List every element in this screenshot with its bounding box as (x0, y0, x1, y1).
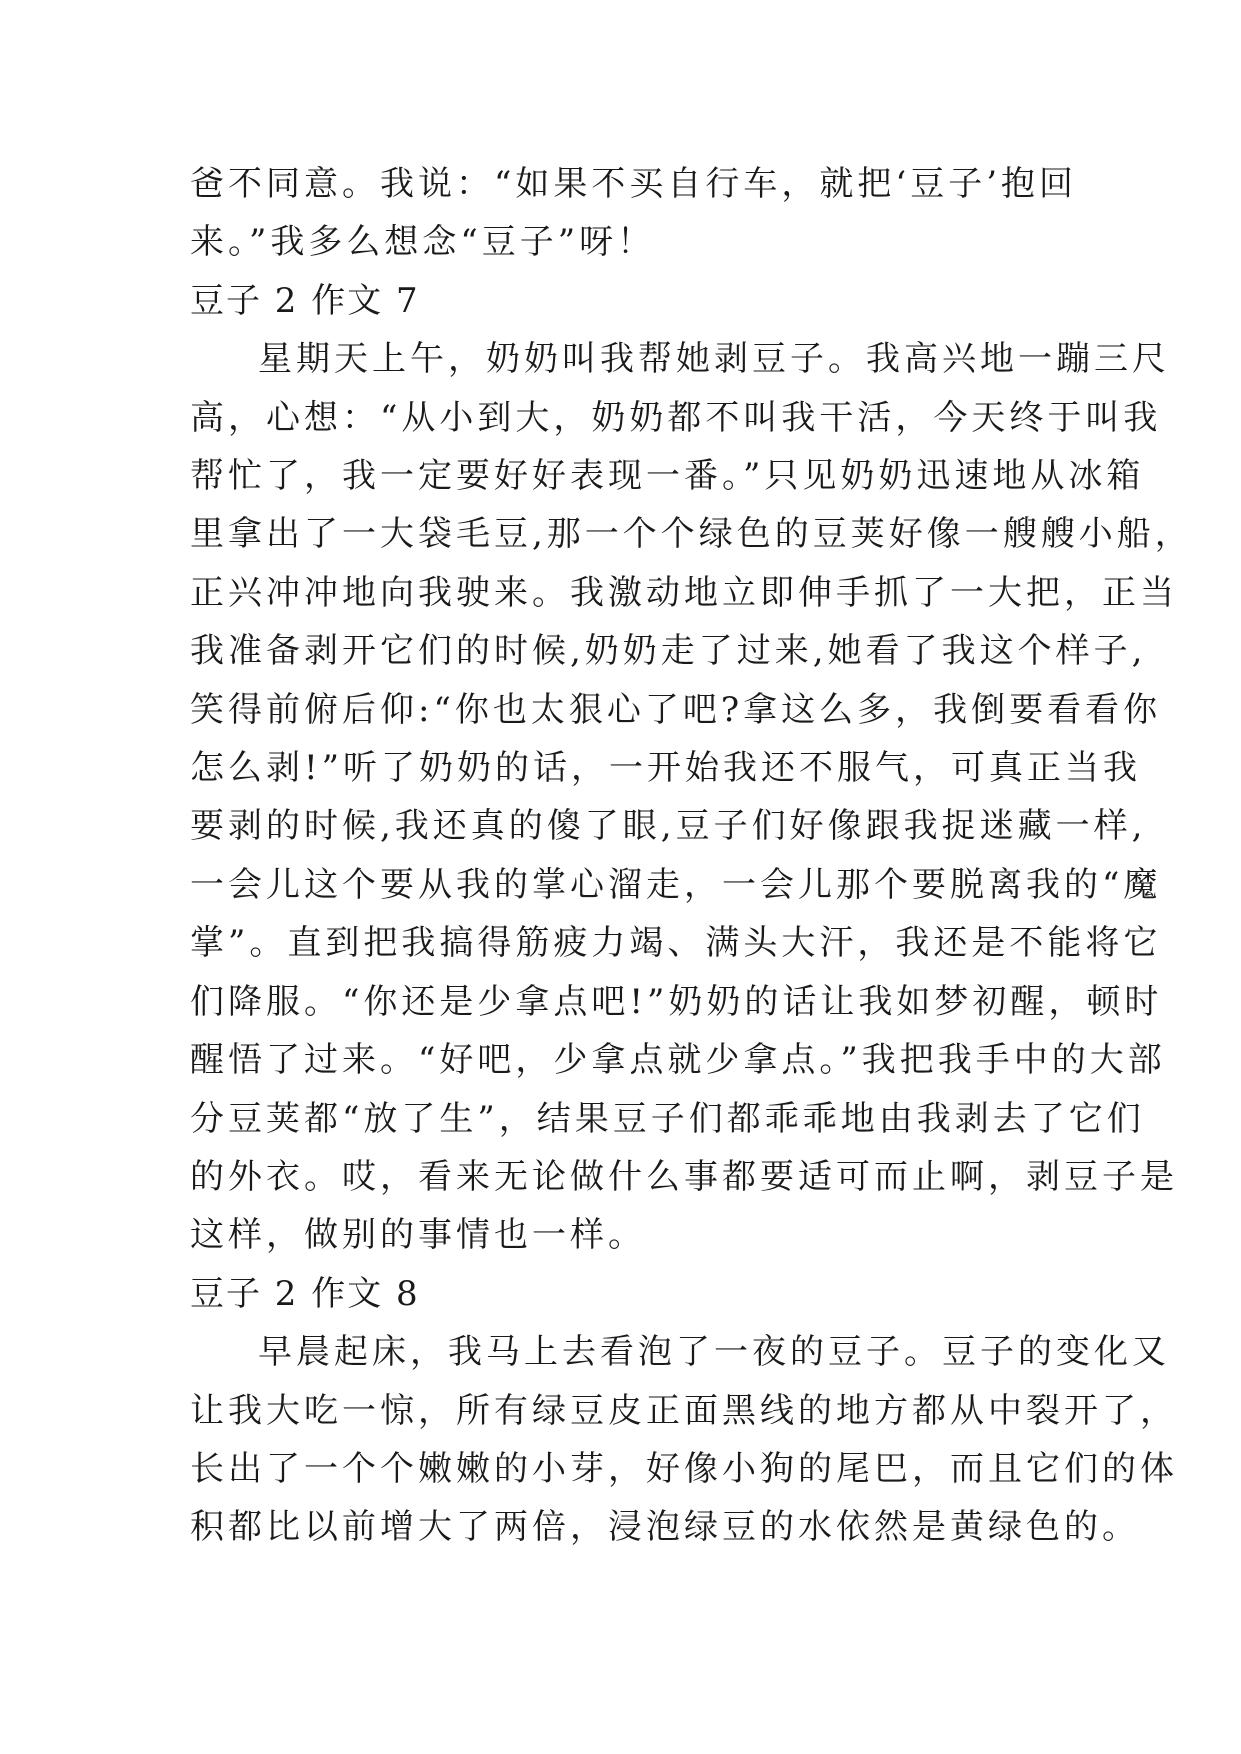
paragraph-line: 爸不同意。我说：“如果不买自行车，就把‘豆子’抱回 (190, 164, 1077, 204)
paragraph-line: 早晨起床，我马上去看泡了一夜的豆子。豆子的变化又 (258, 1332, 1170, 1373)
paragraph-line: 我准备剥开它们的时候,奶奶走了过来,她看了我这个样子, (190, 631, 1147, 672)
paragraph-line: 一会儿这个要从我的掌心溜走，一会儿那个要脱离我的“魔 (190, 864, 1162, 905)
paragraph-line: 掌”。直到把我搞得筋疲力竭、满头大汗，我还是不能将它 (190, 923, 1162, 964)
paragraph-line: 来。”我多么想念“豆子”呀！ (190, 222, 656, 263)
section-heading: 豆子 2 作文 8 (190, 1273, 420, 1314)
paragraph-line: 要剥的时候,我还真的傻了眼,豆子们好像跟我捉迷藏一样, (190, 806, 1147, 847)
section-heading: 豆子 2 作文 7 (190, 280, 420, 321)
paragraph-line: 怎么剥!”听了奶奶的话，一开始我还不服气，可真正当我 (190, 748, 1142, 789)
paragraph-line: 的外衣。哎，看来无论做什么事都要适可而止啊，剥豆子是 (190, 1156, 1178, 1197)
paragraph-line: 们降服。“你还是少拿点吧!”奶奶的话让我如梦初醒，顿时 (190, 981, 1163, 1022)
paragraph-line: 帮忙了，我一定要好好表现一番。”只见奶奶迅速地从冰箱 (190, 456, 1145, 497)
paragraph-line: 正兴冲冲地向我驶来。我激动地立即伸手抓了一大把，正当 (190, 572, 1178, 613)
paragraph-line: 让我大吃一惊，所有绿豆皮正面黑线的地方都从中裂开了， (190, 1390, 1178, 1431)
paragraph-line: 积都比以前增大了两倍，浸泡绿豆的水依然是黄绿色的。 (190, 1507, 1140, 1548)
paragraph-line: 分豆荚都“放了生”，结果豆子们都乖乖地由我剥去了它们 (190, 1098, 1145, 1139)
paragraph-line: 长出了一个个嫩嫩的小芽，好像小狗的尾巴，而且它们的体 (190, 1448, 1178, 1489)
paragraph-line: 高，心想：“从小到大，奶奶都不叫我干活，今天终于叫我 (190, 397, 1162, 438)
paragraph-line: 星期天上午，奶奶叫我帮她剥豆子。我高兴地一蹦三尺 (258, 339, 1170, 380)
paragraph-line: 这样，做别的事情也一样。 (190, 1215, 646, 1256)
paragraph-line: 醒悟了过来。“好吧，少拿点就少拿点。”我把我手中的大部 (190, 1040, 1166, 1081)
document-body (190, 155, 1193, 1557)
paragraph-line: 里拿出了一大袋毛豆,那一个个绿色的豆荚好像一艘艘小船， (190, 514, 1193, 555)
paragraph-line: 笑得前俯后仰:“你也太狠心了吧?拿这么多，我倒要看看你 (190, 689, 1162, 730)
